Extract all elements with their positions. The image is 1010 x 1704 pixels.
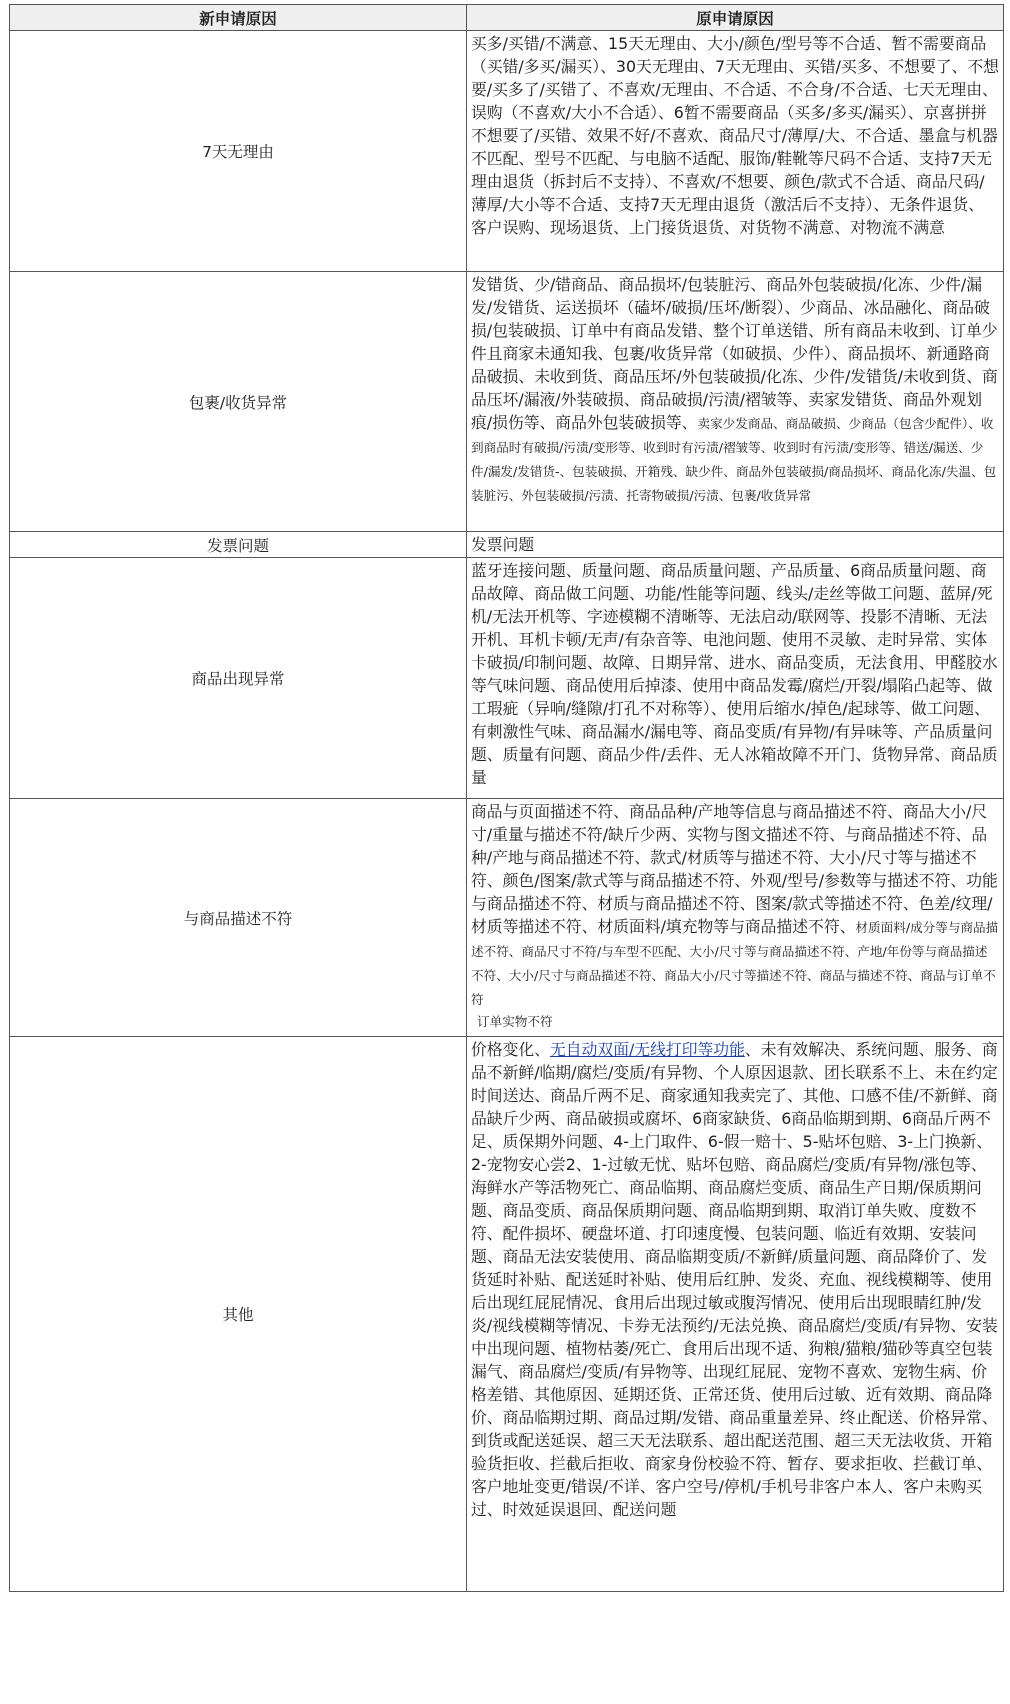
reason-text: 发票问题 <box>471 535 535 554</box>
table-body <box>10 31 1004 1592</box>
original-reason-cell <box>467 532 1004 558</box>
table-row <box>10 532 1004 558</box>
reason-text: 蓝牙连接问题、质量问题、商品质量问题、产品质量、6商品质量问题、商品故障、商品做工问题、功能/性能等问题、线头/走丝等做工问题、蓝屏/死机/无法开机等、字迹模糊不清晰等、无法启动/联网等、投影不清晰、无法开机、耳机卡顿/无声/有杂音等、电池问题、使用不灵敏、走时异常、实体卡破损/印制问题、故障、日期异常、进水、商品变质，无法食用、甲醛胶水等气味问题、商品使用后掉漆、使用中商品发霉/腐烂/开裂/塌陷凸起等、做工瑕疵（异响/缝隙/打孔不对称等）、使用后缩水/掉色/起球等、做工问题、有刺激性气味、商品漏水/漏电等、商品变质/有异物/有异味等、产品质量问题、质量有问题、商品少件/丢件、无人冰箱故障不开门、货物异常、商品质量 <box>471 561 998 787</box>
reason-text: 价格变化、 <box>471 1040 550 1059</box>
original-reason-cell <box>467 799 1004 1037</box>
table-row <box>10 799 1004 1037</box>
reason-text: 、未有效解决、系统问题、服务、商品不新鲜/临期/腐烂/变质/有异物、个人原因退款、团长联系不上、未在约定时间送达、商品斤两不足、商家通知我卖完了、其他、口感不佳/不新鲜、商品缺斤少两、商品破损或腐坏、6商家缺货、6商品临期到期、6商品斤两不足、质保期外问题、4-上门取件、6-假一赔十、5-贴坏包赔、3-上门换新、2-宠物安心尝2、1-过敏无忧、贴坏包赔、商品腐烂/变质/有异物/涨包等、海鲜水产等活物死亡、商品临期、商品腐烂变质、商品生产日期/保质期问题、商品变质、商品保质期问题、商品临期到期、取消订单失败、度数不符、配件损坏、硬盘坏道、打印速度慢、包装问题、临近有效期、安装问题、商品无法安装使用、商品临期变质/不新鲜/质量问题、商品降价了、发货延时补贴、配送延时补贴、使用后红肿、发炎、充血、视线模糊等、使用后出现红屁屁情况、食用后出现过敏或腹泻情况、使用后出现眼睛红肿/发炎/视线模糊等情况、卡券无法预约/无法兑换、商品腐烂/变质/有异物、安装中出现问题、植物枯萎/死亡、食用后出现不适、狗粮/猫粮/猫砂等真空包装漏气、商品腐烂/变质/有异物等、出现红屁屁、宠物不喜欢、宠物生病、价格差错、其他原因、延期还货、正常还货、使用后过敏、近有效期、商品降价、商品临期过期、商品过期/发错、商品重量差异、终止配送、价格异常、到货或配送延误、超三天无法联系、超出配送范围、超三天无法收货、开箱验货拒收、拦截后拒收、商家身份校验不符、暂存、要求拒收、拦截订单、客户地址变更/错误/不详、客户空号/停机/手机号非客户本人、客户未购买过、时效延误退回、配送问题 <box>471 1040 998 1519</box>
original-reason-cell <box>467 1037 1004 1592</box>
new-reason-cell: 其他 <box>10 1037 467 1592</box>
original-reason-cell <box>467 272 1004 532</box>
reason-text: 买多/买错/不满意、15天无理由、大小/颜色/型号等不合适、暂不需要商品（买错/多买/漏买）、30天无理由、7天无理由、买错/买多、不想要了、不想要/买多了/买错了、不喜欢/无理由、不合适、不合身/不合适、七天无理由、误购（不喜欢/大小不合适）、6暂不需要商品（买多/多买/漏买）、京喜拼拼不想要了/买错、效果不好/不喜欢、商品尺寸/薄厚/大、不合适、墨盒与机器不匹配、型号不匹配、与电脑不适配、服饰/鞋靴等尺码不合适、支持7天无理由退货（拆封后不支持）、不喜欢/不想要、颜色/款式不合适、商品尺码/薄厚/大小等不合适、支持7天无理由退货（激活后不支持）、无条件退货、客户误购、现场退货、上门接货退货、对货物不满意、对物流不满意 <box>471 34 999 237</box>
reason-text: 卖家少发商品、商品破损、少商品（包含少配件）、收到商品时有破损/污渍/变形等、收到时有污渍/褶皱等、收到时有污渍/变形等、错送/漏送、少件/漏发/发错货-、包装破损、开箱残、缺少件、商品外包装破损/商品损坏、商品化冻/失温、包装脏污、外包装破损/污渍、托寄物破损/污渍、包裹/收货异常 <box>471 416 997 503</box>
new-reason-cell: 包裹/收货异常 <box>10 272 467 532</box>
new-reason-cell: 7天无理由 <box>10 31 467 272</box>
new-reason-cell: 与商品描述不符 <box>10 799 467 1037</box>
new-reason-cell: 发票问题 <box>10 532 467 558</box>
original-reason-cell <box>467 558 1004 799</box>
table-row <box>10 558 1004 799</box>
header-original-reason: 原申请原因 <box>467 5 1004 31</box>
reason-link[interactable]: 无自动双面/无线打印等功能 <box>550 1040 745 1059</box>
reason-text: 材质面料/成分等与商品描述不符、商品尺寸不符/与车型不匹配、大小/尺寸等与商品描述不符、产地/年份等与商品描述不符、大小/尺寸与商品描述不符、商品大小/尺寸等描述不符、商品与描述不符、商品与订单不符 <box>471 920 999 1007</box>
table-row <box>10 31 1004 272</box>
reason-text: 发错货、少/错商品、商品损坏/包装脏污、商品外包装破损/化冻、少件/漏发/发错货、运送损坏（磕坏/破损/压坏/断裂）、少商品、冰品融化、商品破损/包装破损、订单中有商品发错、整个订单送错、所有商品未收到、订单少件且商家未通知我、包裹/收货异常（如破损、少件）、商品损坏、新通路商品破损、未收到货、商品压坏/外包装破损/化冻、少件/发错货/未收到货、商品压坏/漏液/外装破损、商品破损/污渍/褶皱等、卖家发错货、商品外观划痕/损伤等、商品外包装破损等、 <box>471 275 998 432</box>
reason-extra-text: 订单实物不符 <box>477 1014 553 1029</box>
table-row <box>10 272 1004 532</box>
table-header-row <box>10 5 1004 31</box>
reason-text: 商品与页面描述不符、商品品种/产地等信息与商品描述不符、商品大小/尺寸/重量与描述不符/缺斤少两、实物与图文描述不符、与商品描述不符、品种/产地与商品描述不符、款式/材质等与描述不符、大小/尺寸等与描述不符、颜色/图案/款式等与商品描述不符、外观/型号/参数等与描述不符、功能与商品描述不符、材质与商品描述不符、图案/款式等描述不符、色差/纹理/材质等描述不符、材质面料/填充物等与商品描述不符、 <box>471 802 998 936</box>
table-row <box>10 1037 1004 1592</box>
header-new-reason: 新申请原因 <box>10 5 467 31</box>
new-reason-cell: 商品出现异常 <box>10 558 467 799</box>
reason-mapping-table <box>9 4 1004 1592</box>
original-reason-cell <box>467 31 1004 272</box>
